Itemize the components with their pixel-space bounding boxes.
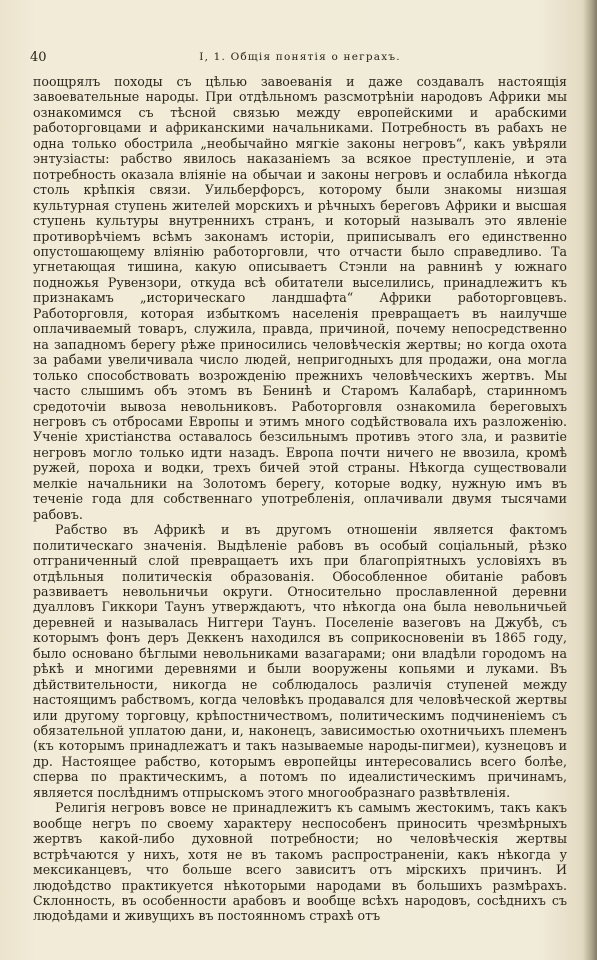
page-spine-shadow [583,0,597,960]
running-head: I, 1. Общія понятія о неграхъ. [199,51,401,63]
page-number: 40 [30,50,47,65]
paragraph-2: Рабство въ Африкѣ и въ другомъ отношеніи является фактомъ политическаго значенія. Выдѣленіе рабовъ въ особый соціальный, рѣзко отграниченный слой превращаетъ ихъ при благопріятныхъ условіяхъ въ отдѣльныя политическія образованія. Обособленное обитаніе рабовъ развиваетъ невольничьи округи. Относительно прославленной деревни дуалловъ Гиккори Таунъ утверждаютъ, что нѣкогда она была невольничьей деревней и называлась Ниггери Таунъ. Поселеніе вазеговъ на Джубѣ, съ которымъ фонъ деръ Деккенъ находился въ соприкосновеніи въ 1865 году, было основано бѣглыми невольниками вазагарами; они владѣли городомъ на рѣкѣ и многими деревнями и были вооружены копьями и луками. Въ дѣйствительности, никогда не соблюдалось различія ступеней между настоящимъ рабствомъ, когда человѣкъ продавался для человѣческой жертвы или другому торговцу, крѣпостничествомъ, политическимъ подчиненіемъ съ обязательной уплатою дани, и, наконецъ, зависимостью охотничьихъ племенъ (къ которымъ принадлежатъ и такъ называемые народы-пигмеи), кузнецовъ и др. Настоящее рабство, которымъ европейцы интересовались всего болѣе, сперва по практическимъ, а потомъ по идеалистическимъ причинамъ, является послѣднимъ отпрыскомъ этого многообразнаго развѣтвленія. [33,522,567,800]
paragraph-1: поощрялъ походы съ цѣлью завоеванія и даже создавалъ настоящія завоевательные народы. При отдѣльномъ разсмотрѣніи народовъ Африки мы ознакомимся съ тѣсной связью между европейскими и арабскими работорговцами и африканскими начальниками. Потребность въ рабахъ не одна только обострила „необычайно мягкіе законы негровъ“, какъ увѣряли энтузіасты: рабство явилось наказаніемъ за всякое преступленіе, и эта потребность оказала вліяніе на обычаи и законы негровъ и ослабила нѣкогда столь крѣпкія связи. Уильберфорсъ, которому были знакомы низшая культурная ступень жителей морскихъ и рѣчныхъ береговъ Африки и высшая ступень культуры внутреннихъ странъ, и который называлъ это явленіе противорѣчіемъ всѣмъ законамъ исторіи, приписывалъ его единственно опустошающему вліянію работорговли, что отчасти было справедливо. Та угнетающая тишина, какую описываетъ Стэнли на равнинѣ у южнаго подножья Рувензори, откуда всѣ обитатели выселились, принадлежитъ къ признакамъ „историческаго ландшафта“ Африки работорговцевъ. Работорговля, которая избыткомъ населенія превращаетъ въ наилучше оплачиваемый товаръ, служила, правда, причиной, почему непосредственно на западномъ берегу рѣже приносились человѣческія жертвы; но когда охота за рабами увеличивала число людей, непригодныхъ для продажи, она могла только способствовать возрожденію прежнихъ человѣческихъ жертвъ. Мы часто слышимъ объ этомъ въ Бенинѣ и Старомъ Калабарѣ, старинномъ средоточіи вывоза невольниковъ. Работорговля ознакомила береговыхъ негровъ съ отбросами Европы и этимъ много содѣйствовала ихъ разложенію. Ученіе христіанства оставалось безсильнымъ противъ этого зла, и развитіе негровъ могло только идти назадъ. Европа почти ничего не ввозила, кромѣ ружей, пороха и водки, трехъ бичей этой страны. Нѣкогда существовали мелкіе начальники на Золотомъ берегу, которые водку, нужную имъ въ теченіе года для собственнаго употребленія, оплачивали двумя тысячами рабовъ. [33,74,567,522]
paragraph-3: Религія негровъ вовсе не принадлежитъ къ самымъ жестокимъ, такъ какъ вообще негръ по своему характеру неспособенъ приносить чрезмѣрныхъ жертвъ какой-либо духовной потребности; но человѣческія жертвы встрѣчаются у нихъ, хотя не въ такомъ распространеніи, какъ нѣкогда у мексиканцевъ, что больше всего зависитъ отъ мірскихъ причинъ. И людоѣдство практикуется нѣкоторыми народами въ большихъ размѣрахъ. Склонность, въ особенности арабовъ и вообще всѣхъ народовъ, сосѣднихъ съ людоѣдами и живущихъ въ постоянномъ страхѣ отъ [33,800,567,924]
body-text [33,74,567,924]
page-header [30,50,570,68]
